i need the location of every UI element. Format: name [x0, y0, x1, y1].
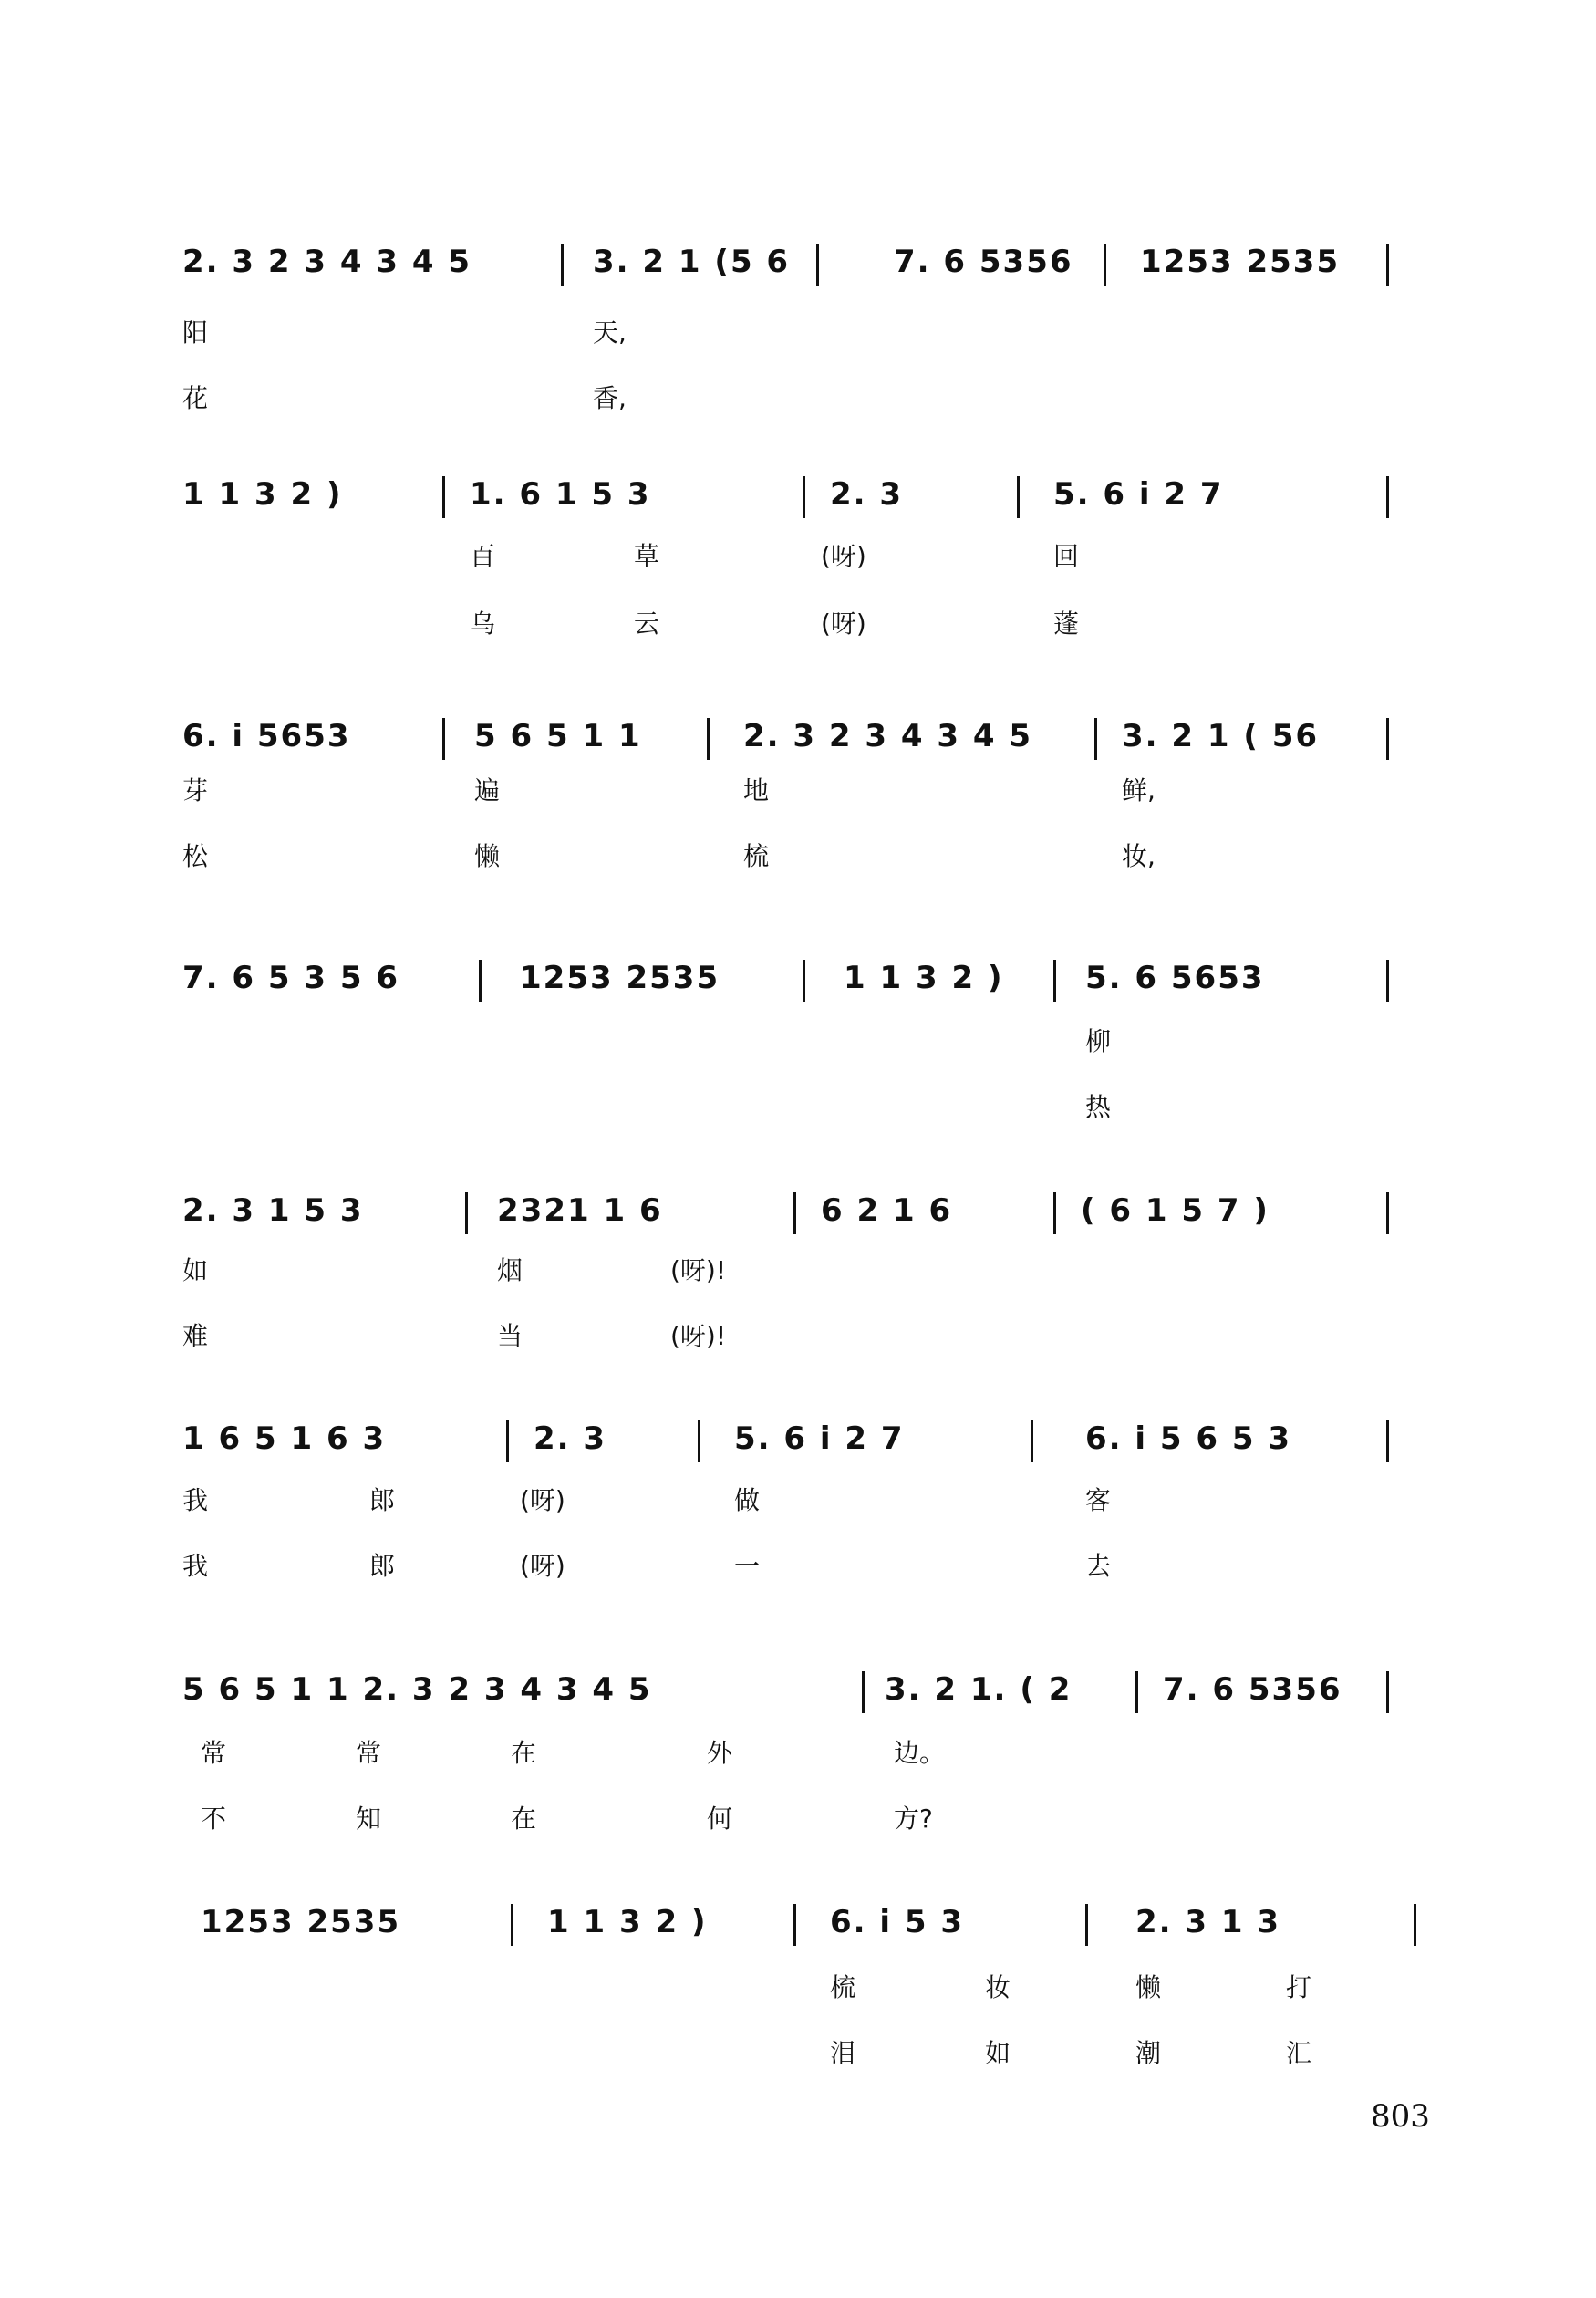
measure: 2. 3 2 3 4 3 4 5 [743, 718, 1033, 754]
barline [1386, 1671, 1389, 1713]
lyric: 常 [356, 1738, 382, 1768]
notation-line [182, 1181, 1404, 1236]
measure: 6 2 1 6 [821, 1192, 953, 1229]
barline [1017, 476, 1020, 518]
lyric: 一 [734, 1551, 761, 1581]
measure: 2321 1 6 [497, 1192, 663, 1229]
measure: 6. i 5 3 [830, 1904, 965, 1940]
measure: 1. 6 1 5 3 [470, 476, 651, 513]
lyric: 去 [1085, 1551, 1112, 1581]
measure: 1253 2535 [1140, 244, 1341, 280]
measure: 3. 2 1. ( 2 [885, 1671, 1073, 1708]
lyric: 在 [511, 1738, 537, 1768]
measure: 2. 3 2 3 4 3 4 5 [182, 244, 472, 280]
lyric: 我 [182, 1551, 209, 1581]
notation-line [182, 233, 1404, 287]
lyric: (呀) [520, 1485, 565, 1515]
measure: 5 6 5 1 1 2. 3 2 3 4 3 4 5 [182, 1671, 652, 1708]
lyric: 天, [593, 317, 627, 348]
barline [561, 244, 564, 286]
system-3 [182, 707, 1404, 908]
lyric: 打 [1286, 1972, 1312, 2002]
barline [793, 1192, 796, 1234]
lyric: 百 [470, 541, 496, 571]
measure: 5. 6 i 2 7 [1053, 476, 1224, 513]
barline [1031, 1420, 1033, 1462]
lyric: 乌 [470, 608, 496, 639]
measure: 6. i 5653 [182, 718, 351, 754]
lyric: 不 [201, 1804, 227, 1834]
measure: 5. 6 i 2 7 [734, 1420, 905, 1457]
measure: 7. 6 5356 [894, 244, 1073, 280]
notation-line [182, 465, 1404, 520]
barline [1094, 718, 1097, 760]
lyric: 懒 [474, 841, 501, 871]
barline [1053, 1192, 1056, 1234]
lyric: 我 [182, 1485, 209, 1515]
lyric: 方? [894, 1804, 933, 1834]
lyric: (呀) [520, 1551, 565, 1581]
barline [479, 960, 482, 1002]
lyric: 潮 [1135, 2038, 1162, 2068]
lyric: 花 [182, 383, 209, 413]
notation-line [182, 949, 1404, 1003]
system-5 [182, 1181, 1404, 1382]
lyric: 草 [634, 541, 660, 571]
barline [1386, 1420, 1389, 1462]
measure: 5 6 5 1 1 [474, 718, 642, 754]
system-6 [182, 1409, 1404, 1610]
lyric: 芽 [182, 775, 209, 806]
measure: 1253 2535 [201, 1904, 401, 1940]
barline [1414, 1904, 1416, 1946]
barline [803, 476, 805, 518]
barline [1104, 244, 1106, 286]
system-1 [182, 233, 1404, 433]
barline [1386, 1192, 1389, 1234]
barline [862, 1671, 865, 1713]
lyric: (呀) [821, 541, 866, 571]
barline [1085, 1904, 1088, 1946]
lyric: 知 [356, 1804, 382, 1834]
barline [465, 1192, 468, 1234]
lyric: 鲜, [1122, 775, 1156, 806]
lyric: 客 [1085, 1485, 1112, 1515]
lyric: 烟 [497, 1255, 523, 1285]
barline [1386, 960, 1389, 1002]
system-7 [182, 1660, 1404, 1861]
lyric: 云 [634, 608, 660, 639]
lyric: 梳 [743, 841, 770, 871]
lyric: 外 [707, 1738, 733, 1768]
barline [707, 718, 710, 760]
measure: 2. 3 1 3 [1135, 1904, 1281, 1940]
barline [816, 244, 819, 286]
lyric: 泪 [830, 2038, 856, 2068]
measure: 7. 6 5 3 5 6 [182, 960, 400, 996]
lyric: 当 [497, 1321, 523, 1351]
notation-line [182, 1409, 1404, 1464]
lyric: (呀)! [670, 1255, 727, 1285]
measure: 2. 3 [534, 1420, 607, 1457]
barline [698, 1420, 700, 1462]
barline [793, 1904, 796, 1946]
notation-line [182, 1660, 1404, 1715]
measure: 1253 2535 [520, 960, 720, 996]
notation-line [182, 707, 1404, 762]
measure: 1 6 5 1 6 3 [182, 1420, 387, 1457]
lyric: (呀)! [670, 1321, 727, 1351]
lyric: 香, [593, 383, 627, 413]
lyric: 柳 [1085, 1026, 1112, 1056]
lyric: 如 [182, 1255, 209, 1285]
measure: 1 1 3 2 ) [844, 960, 1004, 996]
lyric: 妆 [985, 1972, 1011, 2002]
lyric: 郎 [369, 1551, 396, 1581]
lyric: 郎 [369, 1485, 396, 1515]
lyric: 汇 [1286, 2038, 1312, 2068]
lyric: 热 [1085, 1092, 1112, 1122]
barline [1386, 244, 1389, 286]
measure: 3. 2 1 (5 6 [593, 244, 791, 280]
measure: 5. 6 5653 [1085, 960, 1265, 996]
lyric: 梳 [830, 1972, 856, 2002]
lyric: 阳 [182, 317, 209, 348]
lyric: 地 [743, 775, 770, 806]
barline [1053, 960, 1056, 1002]
measure: 1 1 3 2 ) [547, 1904, 708, 1940]
measure: 2. 3 [830, 476, 904, 513]
lyric: 常 [201, 1738, 227, 1768]
barline [442, 476, 445, 518]
barline [511, 1904, 513, 1946]
barline [1386, 718, 1389, 760]
barline [442, 718, 445, 760]
lyric: 边。 [894, 1738, 946, 1768]
lyric: 难 [182, 1321, 209, 1351]
system-2 [182, 465, 1404, 666]
measure: 7. 6 5356 [1163, 1671, 1342, 1708]
lyric: 遍 [474, 775, 501, 806]
lyric: 何 [707, 1804, 733, 1834]
lyric: 做 [734, 1485, 761, 1515]
system-4 [182, 949, 1404, 1149]
lyric: (呀) [821, 608, 866, 639]
lyric: 如 [985, 2038, 1011, 2068]
barline [803, 960, 805, 1002]
measure: 2. 3 1 5 3 [182, 1192, 364, 1229]
measure: 3. 2 1 ( 56 [1122, 718, 1320, 754]
lyric: 懒 [1135, 1972, 1162, 2002]
lyric: 蓬 [1053, 608, 1080, 639]
lyric: 回 [1053, 541, 1080, 571]
barline [1135, 1671, 1138, 1713]
measure: ( 6 1 5 7 ) [1081, 1192, 1270, 1229]
barline [506, 1420, 509, 1462]
lyric: 松 [182, 841, 209, 871]
barline [1386, 476, 1389, 518]
notation-line [182, 1893, 1404, 1948]
lyric: 在 [511, 1804, 537, 1834]
system-8 [182, 1893, 1404, 2094]
measure: 6. i 5 6 5 3 [1085, 1420, 1292, 1457]
page-number: 803 [1371, 2098, 1430, 2135]
measure: 1 1 3 2 ) [182, 476, 343, 513]
lyric: 妆, [1122, 841, 1156, 871]
